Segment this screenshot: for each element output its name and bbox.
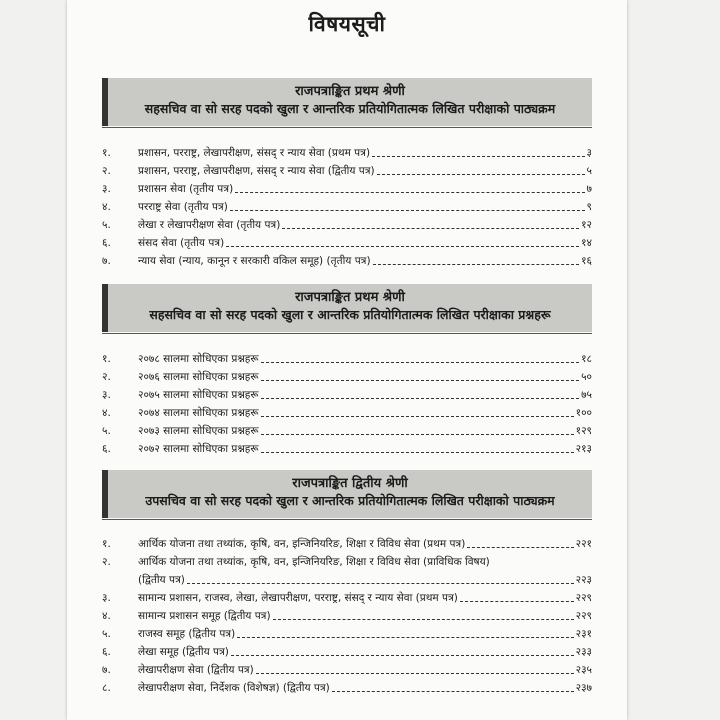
toc-entry[interactable] [102,625,592,643]
dot-leader [377,162,585,175]
entry-title: २०७४ सालमा सोधिएका प्रश्नहरू [138,407,259,419]
page-number: २३१ [575,628,592,640]
toc-entry[interactable] [102,252,592,270]
section-3-heading: राजपत्राङ्कित द्वितीय श्रेणी [292,476,408,491]
dot-leader [261,422,574,435]
entry-title: प्रशासन, परराष्ट्र, लेखापरीक्षण, संसद् र न्याय सेवा (प्रथम पत्र) [138,147,371,159]
toc-entry[interactable] [102,144,592,162]
page-number: २२९ [575,592,592,604]
entry-title: २०७८ सालमा सोधिएका प्रश्नहरू [138,353,259,365]
page-number: १४ [581,237,592,249]
page-number: २३७ [575,682,592,694]
toc-entry[interactable] [102,679,592,697]
entry-title: आर्थिक योजना तथा तथ्यांक, कृषि, वन, इन्जिनियरिङ, शिक्षा र विविध सेवा (प्राविधिक विषय) [138,556,490,568]
entry-title: न्याय सेवा (न्याय, कानून र सरकारी वकिल समूह) (तृतीय पत्र) [138,255,371,267]
section-2-heading: राजपत्राङ्कित प्रथम श्रेणी [295,290,405,305]
dot-leader [467,535,573,548]
entry-title: लेखापरीक्षण सेवा (द्वितीय पत्र) [138,664,254,676]
entry-title: २०७५ सालमा सोधिएका प्रश्नहरू [138,389,259,401]
dot-leader [226,234,579,247]
page-number: २२१ [575,538,592,550]
section-1-subheading: सहसचिव वा सो सरह पदको खुला र आन्तरिक प्रतियोगितात्मक लिखित परीक्षाको पाठ्यक्रम [144,101,556,116]
entry-number: ४. [102,201,111,213]
toc-entry[interactable] [102,368,592,386]
entry-title: लेखा समूह (द्वितीय पत्र) [138,646,229,658]
entry-number: ५. [102,628,111,640]
dot-leader [261,440,574,453]
entry-number: १. [102,147,111,159]
page-title: विषयसूची [308,12,386,36]
toc-entry[interactable] [102,553,592,589]
page-number: ९ [586,201,592,213]
entry-title: राजस्व समूह (द्वितीय पत्र) [138,628,236,640]
entry-title: संसद सेवा (तृतीय पत्र) [138,237,225,249]
entry-number: ६. [102,646,111,658]
entry-title-continued: (द्वितीय पत्र) [138,574,185,586]
page-number: २३५ [575,664,592,676]
dot-leader [282,216,579,229]
page-number: १६ [581,255,592,267]
section-2-banner [102,284,592,332]
page-number: १०० [575,407,592,419]
toc-entry[interactable] [102,661,592,679]
entry-title: लेखा र लेखापरीक्षण सेवा (तृतीय पत्र) [138,219,281,231]
page-number: ७ [586,183,592,195]
toc-entry[interactable] [102,198,592,216]
entry-title: २०७३ सालमा सोधिएका प्रश्नहरू [138,425,259,437]
dot-leader [373,252,580,265]
dot-leader [261,350,580,363]
page-number: ७५ [581,389,592,401]
toc-entry[interactable] [102,386,592,404]
dot-leader [237,625,573,638]
toc-entry[interactable] [102,350,592,368]
section-1-heading: राजपत्राङ्कित प्रथम श्रेणी [295,84,405,99]
toc-entry[interactable] [102,422,592,440]
entry-number: ५. [102,425,111,437]
book-page [67,0,627,720]
dot-leader [230,198,585,211]
entry-title: परराष्ट्र सेवा (तृतीय पत्र) [138,201,228,213]
entry-number: ६. [102,237,111,249]
page-number: ३ [586,147,592,159]
entry-number: २. [102,165,111,177]
entry-title: २०७६ सालमा सोधिएका प्रश्नहरू [138,371,259,383]
page-number: ५ [586,165,592,177]
dot-leader [332,679,574,692]
entry-number: ३. [102,389,111,401]
toc-entry[interactable] [102,404,592,422]
entry-number: ४. [102,610,111,622]
section-3-banner [102,470,592,518]
page-number: १२ [581,219,592,231]
entry-title: सामान्य प्रशासन, राजस्व, लेखा, लेखापरीक्षण, परराष्ट्र, संसद् र न्याय सेवा (प्रथम पत्र) [138,592,458,604]
dot-leader [460,589,574,602]
dot-leader [235,180,584,193]
toc-entry[interactable] [102,535,592,553]
toc-entry[interactable] [102,440,592,458]
entry-title: २०७२ सालमा सोधिएका प्रश्नहरू [138,443,259,455]
entry-number: ८. [102,682,111,694]
entry-number: ३. [102,183,111,195]
entry-number: २. [102,371,111,383]
dot-leader [261,386,580,399]
entry-number: ५. [102,219,111,231]
entry-title: सामान्य प्रशासन समूह (द्वितीय पत्र) [138,610,271,622]
page-number: ५० [581,371,592,383]
entry-number: ७. [102,255,111,267]
dot-leader [261,404,574,417]
toc-entry[interactable] [102,234,592,252]
entry-title: लेखापरीक्षण सेवा, निर्देशक (विशेषज्ञ) (द्वितीय पत्र) [138,682,330,694]
page-number: २२९ [575,610,592,622]
entry-number: २. [102,556,111,568]
entry-title: प्रशासन, परराष्ट्र, लेखापरीक्षण, संसद् र न्याय सेवा (द्वितीय पत्र) [138,165,375,177]
dot-leader [372,144,584,157]
toc-entry[interactable] [102,589,592,607]
entry-title: प्रशासन सेवा (तृतीय पत्र) [138,183,234,195]
entry-title: आर्थिक योजना तथा तथ्यांक, कृषि, वन, इन्जिनियरिङ, शिक्षा र विविध सेवा (प्रथम पत्र) [138,538,466,550]
dot-leader [261,368,580,381]
entry-number: ६. [102,443,111,455]
entry-number: ४. [102,407,111,419]
toc-entry[interactable] [102,162,592,180]
section-2-subheading: सहसचिव वा सो सरह पदको खुला र आन्तरिक प्रतियोगितात्मक लिखित परीक्षाका प्रश्नहरू [149,307,551,322]
entry-number: १. [102,538,111,550]
entry-number: ३. [102,592,111,604]
dot-leader [256,661,574,674]
page-number: १२९ [575,425,592,437]
toc-entry[interactable] [102,180,592,198]
section-1-banner [102,78,592,126]
page-number: १८ [581,353,592,365]
page-number: २२३ [575,574,592,586]
dot-leader [273,607,574,620]
entry-number: ७. [102,664,111,676]
dot-leader [187,571,574,584]
page-number: २३३ [575,646,592,658]
dot-leader [231,643,574,656]
toc-entry[interactable] [102,643,592,661]
toc-entry[interactable] [102,216,592,234]
section-3-subheading: उपसचिव वा सो सरह पदको खुला र आन्तरिक प्रतियोगितात्मक लिखित परीक्षाको पाठ्यक्रम [145,493,555,508]
entry-number: १. [102,353,111,365]
toc-entry[interactable] [102,607,592,625]
page-number: २१३ [575,443,592,455]
